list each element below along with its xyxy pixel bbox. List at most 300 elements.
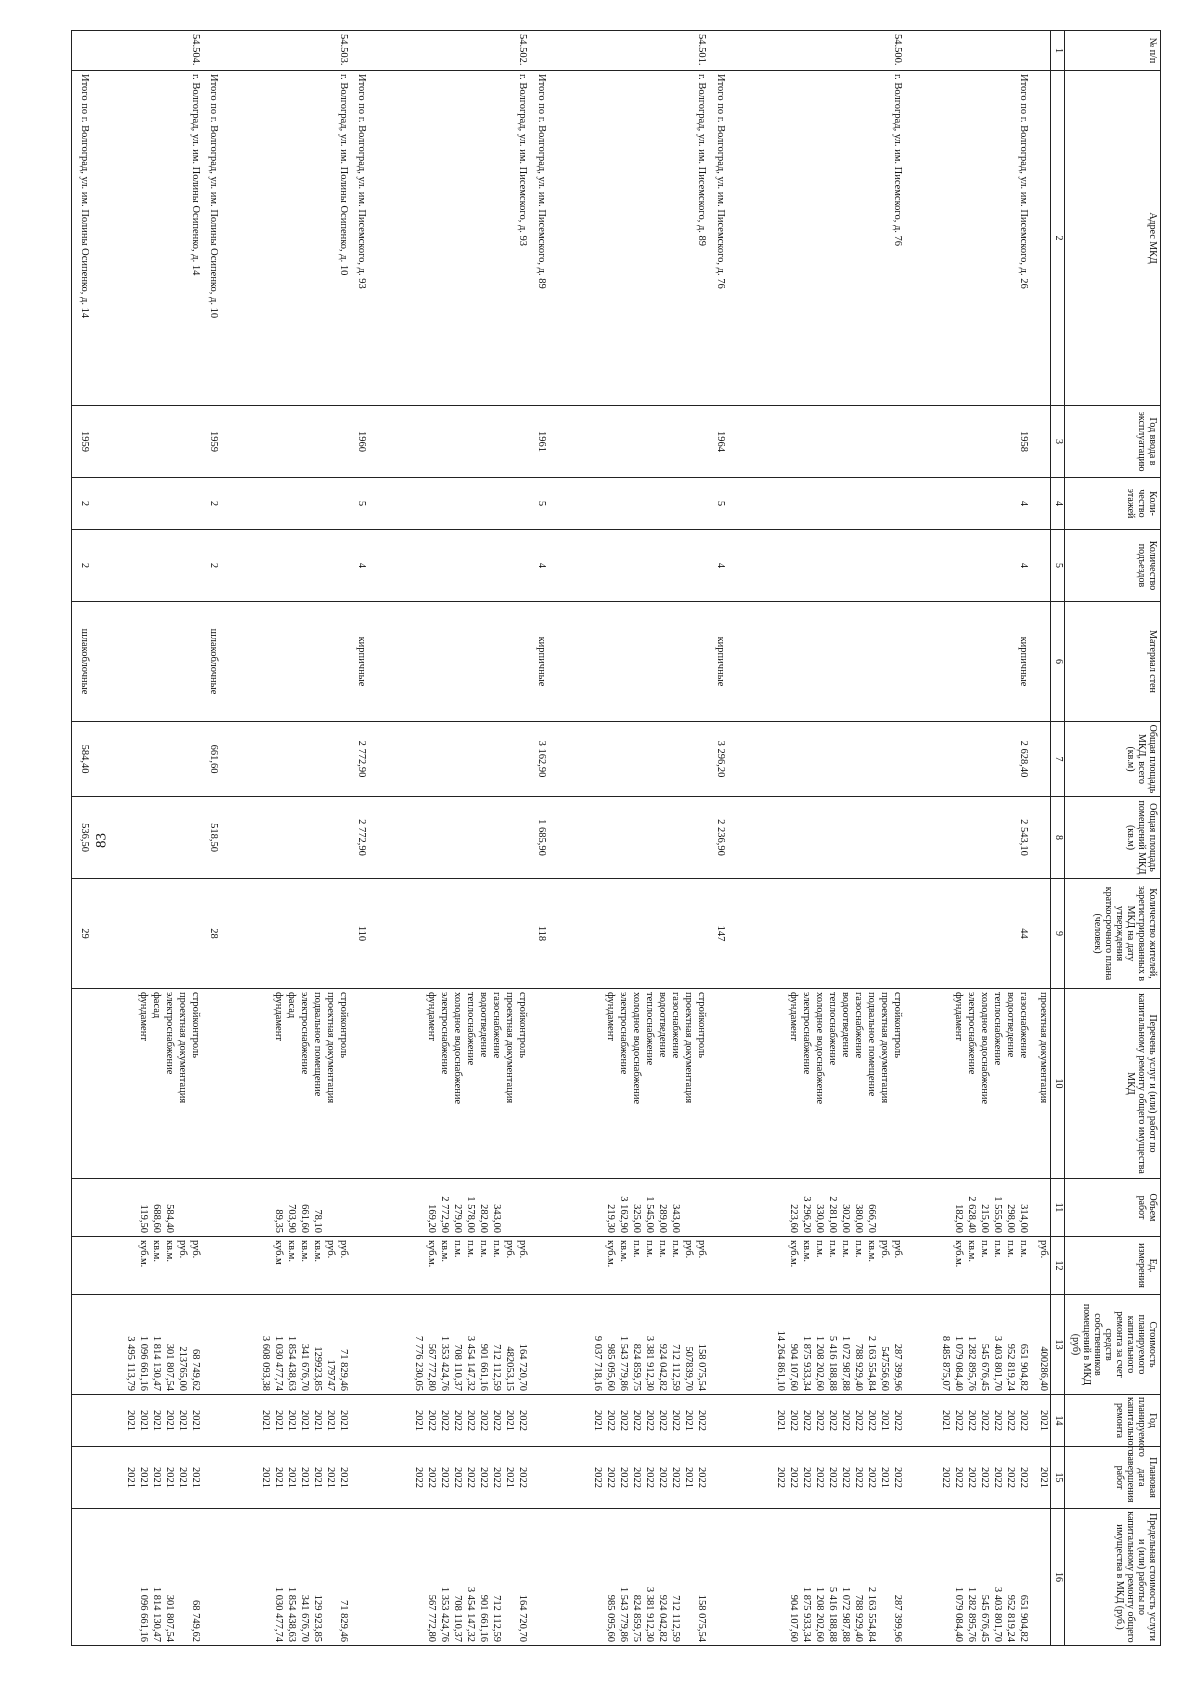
cell-line: 2021 [311,1467,323,1488]
cell-line: п.м. [490,1240,502,1258]
cell-num [202,31,221,71]
cell-line: 1 854 438,63 [285,1335,297,1391]
cell-line: 901 661,16 [477,1594,489,1642]
cell-unit [350,1237,369,1295]
cell-line: 2022 [630,1467,642,1488]
cell-plan-year [350,1395,369,1447]
cell-end-year [727,1447,905,1509]
cell-line: 8 485 875,07 [939,1335,951,1391]
cell-line: 824 859,75 [630,1343,642,1391]
cell-line: 2 772,90 [438,1196,450,1233]
cell-entrances: 2 [202,530,221,602]
column-header: Год ввода в эксплуатацию [1065,406,1161,478]
cell-line: 924 042,82 [656,1343,668,1391]
cell-line: кв.м. [311,1240,323,1262]
cell-line: 3 162,90 [617,1196,629,1233]
cell-residents: 147 [708,879,727,989]
cell-plan-year [91,1395,201,1447]
cell-line: 1 096 661,16 [137,1586,149,1642]
column-number: 13 [1051,1295,1065,1395]
cell-line: подвальное помещение [866,992,878,1097]
cell-line: 1 543 779,86 [617,1335,629,1391]
cell-line: 824 859,75 [630,1594,642,1642]
cell-line: проектная документация [879,992,891,1104]
cell-line: кв.м. [150,1240,162,1262]
table-row [220,31,349,1646]
table-row [548,31,708,1646]
cell-line: п.м. [669,1240,681,1258]
cell-line: куб.м. [788,1240,800,1268]
cell-unit [548,1237,708,1295]
cell-line: 2022 [853,1467,865,1488]
cell-line: теплоснабжение [643,992,655,1066]
cell-line: фундамент [272,992,284,1041]
cell-line: 223,60 [788,1204,800,1233]
cell-floors [727,478,905,530]
cell-line: п.м. [827,1240,839,1258]
cell-line: 2022 [827,1410,839,1431]
cell-limit [708,1509,727,1646]
cell-entrances [220,530,349,602]
cell-line: 2022 [477,1410,489,1431]
column-number: 9 [1051,879,1065,989]
cell-line: 2022 [425,1467,437,1488]
cell-line: 287 399,96 [892,1343,904,1391]
cell-line: 2021 [939,1410,951,1431]
cell-plan-year [727,1395,905,1447]
cell-line: 2022 [643,1467,655,1488]
cell-line: п.м. [656,1240,668,1258]
cell-line: 129 923,85 [311,1594,323,1642]
cell-unit [1030,1237,1051,1295]
cell-line: 2021 [591,1410,603,1431]
cell-line [877,1182,890,1233]
cell-line: холодное водоснабжение [451,992,463,1105]
column-header: Количество подъездов [1065,530,1161,602]
cell-line: руб. [695,1240,707,1259]
cell-area-total [220,722,349,797]
cell-line: 1 545,00 [643,1196,655,1233]
cell-line: 3 495 113,79 [124,1336,136,1391]
cell-limit [1030,1509,1051,1646]
cell-line: 2022 [438,1410,450,1431]
cell-line: 3 296,20 [801,1196,813,1233]
cell-line: теплоснабжение [464,992,476,1066]
cell-line: 2022 [1004,1467,1016,1488]
cell-line [188,1182,201,1233]
cell-line: п.м. [464,1240,476,1258]
cell-entrances: 4 [708,530,727,602]
cell-line: руб. [337,1240,349,1259]
cell-line: 2022 [451,1467,463,1488]
cell-line: 708 110,37 [451,1595,463,1642]
cell-residents: 118 [529,879,548,989]
cell-cost [727,1295,905,1395]
cell-line: п.м. [840,1240,852,1258]
cell-unit [202,1237,221,1295]
cell-line [877,1512,890,1642]
cell-residents [548,879,708,989]
cell-line: 169,20 [425,1204,437,1233]
cell-line: 2022 [788,1467,800,1488]
cell-works [727,989,905,1179]
cell-works [91,989,201,1179]
cell-line: 2022 [425,1410,437,1431]
cell-floors: 5 [708,478,727,530]
cell-line: 1 353 424,76 [438,1335,450,1391]
cell-line: 2021 [682,1410,694,1431]
cell-line [515,1182,528,1233]
cell-num [904,31,1029,71]
cell-line: 2022 [451,1410,463,1431]
cell-line [1036,1512,1049,1642]
cell-address: Итого по г. Волгоград, ул. им. Писемского, д. 93 [350,71,369,406]
cell-end-year [904,1447,1029,1509]
cell-line: электроснабжение [298,992,310,1075]
cell-line: стройконтроль [337,992,349,1059]
cell-line: 2021 [1038,1467,1049,1488]
cell-line: 5 416 188,88 [827,1335,839,1391]
cell-line: 788 929,40 [853,1594,865,1642]
cell-line: фасад [285,992,297,1019]
cell-area-rooms [727,797,905,879]
cell-line: п.м. [814,1240,826,1258]
column-header: Материал стен [1065,602,1161,722]
cell-address: г. Волгоград, ул. им. Полины Осипенко, д. 14 [91,71,201,406]
cell-line: 2022 [991,1410,1003,1431]
cell-works [548,989,708,1179]
cell-line: 71 829,46 [337,1600,349,1642]
cell-area-total: 3 296,20 [708,722,727,797]
header-row [1065,31,1161,1646]
cell-line: 119,50 [137,1204,149,1233]
cell-line: 2022 [892,1467,904,1488]
cell-line: 2021 [285,1410,297,1431]
cell-line: 2022 [827,1467,839,1488]
cell-area-total: 3 162,90 [529,722,548,797]
cell-line: проектная документация [682,992,694,1104]
cell-unit [72,1237,92,1295]
cell-floors [220,478,349,530]
cell-line: 2021 [775,1410,787,1431]
cell-line: 2021 [879,1467,891,1488]
cell-end-year [708,1447,727,1509]
cell-line: 651 904,82 [1017,1594,1029,1642]
total-row [708,31,727,1646]
cell-line: 2022 [516,1410,528,1431]
cell-limit [72,1509,92,1646]
cell-line: стройконтроль [892,992,904,1059]
cell-line: 2022 [952,1410,964,1431]
cell-end-year [1030,1447,1051,1509]
cell-line: п.м. [991,1240,1003,1258]
cell-line: 1 079 084,40 [952,1586,964,1642]
cell-line: 2022 [788,1410,800,1431]
cell-line: теплоснабжение [827,992,839,1066]
cell-cost [202,1295,221,1395]
cell-line: 2022 [630,1410,642,1431]
cell-line: 2021 [1038,1410,1049,1431]
cell-line: 2022 [775,1467,787,1488]
cell-line: 2022 [490,1467,502,1488]
cell-line: 282,00 [477,1204,489,1233]
cell-line: фундамент [952,992,964,1041]
cell-volume [72,1179,92,1237]
cell-line: 712 112,59 [490,1595,502,1642]
cell-line: фундамент [604,992,616,1041]
cell-volume [91,1179,201,1237]
cell-line: 2021 [337,1410,349,1431]
cell-line: 330,00 [814,1204,826,1233]
cell-line: фундамент [425,992,437,1041]
cell-line: 703,90 [285,1204,297,1233]
cell-line: 2022 [814,1410,826,1431]
cell-line: 2022 [965,1467,977,1488]
cell-line: 2021 [137,1467,149,1488]
cell-line: 68 749,62 [189,1600,201,1642]
cell-line: руб. [324,1240,336,1259]
cell-line: водоотведение [840,992,852,1058]
cell-year [548,406,708,478]
cell-num: 54.501. [548,31,708,71]
cell-line: 661,60 [298,1204,310,1233]
column-header: Год планируемого капитального ремонта [1065,1395,1161,1447]
cell-line: 2021 [503,1410,515,1431]
cell-limit [727,1509,905,1646]
cell-num: 54.504. [91,31,201,71]
cell-line: 952 819,24 [1004,1594,1016,1642]
cell-unit [220,1237,349,1295]
cell-floors: 5 [350,478,369,530]
cell-volume [708,1179,727,1237]
cell-floors: 5 [529,478,548,530]
cell-line: 651 904,82 [1017,1343,1029,1391]
cell-end-year [91,1447,201,1509]
cell-line: 2022 [801,1410,813,1431]
cell-entrances: 4 [904,530,1029,602]
cell-line: водоотведение [656,992,668,1058]
cell-line: 2021 [150,1410,162,1431]
total-row [202,31,221,1646]
cell-works [708,989,727,1179]
cell-line: 3 608 093,38 [259,1335,271,1391]
cell-works [529,989,548,1179]
column-number: 7 [1051,722,1065,797]
column-header: Общая площадь МКД, всего (кв.м) [1065,722,1161,797]
cell-line: 78,10 [311,1209,323,1233]
cell-line: 2021 [298,1467,310,1488]
cell-unit [369,1237,529,1295]
cell-line: 924 042,82 [656,1594,668,1642]
cell-line: 2022 [617,1410,629,1431]
cell-line: водоотведение [477,992,489,1058]
cell-cost [72,1295,92,1395]
cell-line: 1 814 130,47 [150,1586,162,1642]
cell-line: проектная документация [1038,992,1049,1104]
cell-line: кв.м. [298,1240,310,1262]
cell-line: 2022 [604,1467,616,1488]
cell-num: 54.502. [369,31,529,71]
cell-line: руб. [516,1240,528,1259]
cell-line: 219,30 [604,1204,616,1233]
cell-volume [369,1179,529,1237]
cell-line: 2021 [298,1410,310,1431]
cell-line: 1 875 933,34 [801,1335,813,1391]
cell-address: г. Волгоград, ул. им. Писемского, д. 76 [727,71,905,406]
column-header: Адрес МКД [1065,71,1161,406]
cell-area-total: 661,60 [202,722,221,797]
cell-line: 1 208 202,60 [814,1586,826,1642]
cell-line: 2021 [285,1467,297,1488]
cell-line: 3 454 147,32 [464,1335,476,1391]
cell-year [727,406,905,478]
cell-residents [1030,879,1051,989]
cell-line: 2 163 554,84 [866,1586,878,1642]
cell-year [1030,406,1051,478]
cell-line: руб. [1038,1240,1049,1259]
cell-material [220,602,349,722]
cell-line: 3 403 801,70 [991,1335,1003,1391]
cell-line: 325,00 [630,1204,642,1233]
cell-line: 2021 [176,1410,188,1431]
cell-line: 2022 [656,1410,668,1431]
cell-line: куб.м. [604,1240,616,1268]
cell-line: 2022 [464,1410,476,1431]
table-body [72,31,1051,1646]
cell-floors [548,478,708,530]
cell-line: 298,00 [1004,1204,1016,1233]
cell-cost [548,1295,708,1395]
cell-line: 2021 [337,1467,349,1488]
cell-line [1036,1182,1049,1233]
cell-area-total: 2 628,40 [904,722,1029,797]
cell-line: 1 072 987,88 [840,1586,852,1642]
cell-area-total [548,722,708,797]
cell-material [548,602,708,722]
cell-line: 158 075,54 [695,1343,707,1391]
cell-year [369,406,529,478]
column-number: 11 [1051,1179,1065,1237]
cell-line: 2022 [412,1467,424,1488]
column-number: 14 [1051,1395,1065,1447]
cell-year: 1959 [202,406,221,478]
cell-line: 985 095,60 [604,1594,616,1642]
cell-residents: 44 [904,879,1029,989]
cell-material [727,602,905,722]
cell-line: газоснабжение [853,992,865,1059]
cell-address: Итого по г. Волгоград, ул. им. Писемского, д. 26 [904,71,1029,406]
cell-area-total [369,722,529,797]
column-number: 4 [1051,478,1065,530]
cell-floors [91,478,201,530]
cell-address [1030,71,1051,406]
cell-cost [220,1295,349,1395]
cell-line: 788 929,40 [853,1343,865,1391]
cell-line: 666,70 [866,1204,878,1233]
cell-line: п.м. [451,1240,463,1258]
cell-limit [91,1509,201,1646]
cell-line: 2021 [163,1467,175,1488]
cell-line: 213765,00 [176,1346,188,1391]
cell-line: руб. [892,1240,904,1259]
cell-line: стройконтроль [695,992,707,1059]
cell-line: 2022 [656,1467,668,1488]
cell-num [1030,31,1051,71]
cell-entrances [727,530,905,602]
cell-line: 1 543 779,86 [617,1586,629,1642]
cell-year: 1960 [350,406,369,478]
cell-line: газоснабжение [490,992,502,1059]
cell-line: 2022 [438,1467,450,1488]
cell-area-rooms: 518,50 [202,797,221,879]
cell-line: холодное водоснабжение [978,992,990,1105]
cell-line: кв.м. [285,1240,297,1262]
cell-line: 215,00 [978,1204,990,1233]
cell-line: 2021 [311,1410,323,1431]
cell-line: 2022 [490,1410,502,1431]
cell-area-rooms: 536,50 [72,797,92,879]
cell-line: 2022 [695,1410,707,1431]
cell-line: 2022 [591,1467,603,1488]
cell-line [323,1182,336,1233]
cell-plan-year [904,1395,1029,1447]
cell-line: 2022 [617,1467,629,1488]
cell-cost [91,1295,201,1395]
cell-line: 3 403 801,70 [991,1586,1003,1642]
cell-line [694,1182,707,1233]
cell-cost [529,1295,548,1395]
column-header: Плановая дата завершения работ [1065,1447,1161,1509]
cell-address: г. Волгоград, ул. им. Писемского, д. 89 [548,71,708,406]
cell-works [220,989,349,1179]
cell-unit [904,1237,1029,1295]
cell-line: 2022 [477,1467,489,1488]
cell-line: 2021 [176,1467,188,1488]
cell-limit [220,1509,349,1646]
cell-line: куб.м. [137,1240,149,1268]
cell-plan-year [220,1395,349,1447]
cell-line: холодное водоснабжение [814,992,826,1105]
cell-area-total [1030,722,1051,797]
cell-line: 3 381 912,30 [643,1335,655,1391]
cell-residents [91,879,201,989]
cell-line: куб.м [272,1240,284,1265]
cell-volume [548,1179,708,1237]
cell-line: 712 112,59 [490,1344,502,1391]
cell-year: 1959 [72,406,92,478]
cell-line [890,1182,903,1233]
cell-line: 341 676,70 [298,1343,310,1391]
cell-material: шлакоблочные [202,602,221,722]
cell-line: 2022 [892,1410,904,1431]
cell-floors [369,478,529,530]
total-row [529,31,548,1646]
cell-line: 1 578,00 [464,1196,476,1233]
cell-line: п.м. [853,1240,865,1258]
cell-line: 164 720,70 [516,1343,528,1391]
cell-line: 712 112,59 [669,1344,681,1391]
cell-line: 2022 [991,1467,1003,1488]
cell-end-year [350,1447,369,1509]
cell-line: 2022 [840,1410,852,1431]
cell-line: 2021 [137,1410,149,1431]
cell-line: 2021 [259,1467,271,1488]
cell-line: подвальное помещение [311,992,323,1097]
cell-residents: 28 [202,879,221,989]
column-header: Ед. измерения [1065,1237,1161,1295]
cell-line: 2022 [669,1410,681,1431]
cell-line: 289,00 [656,1204,668,1233]
